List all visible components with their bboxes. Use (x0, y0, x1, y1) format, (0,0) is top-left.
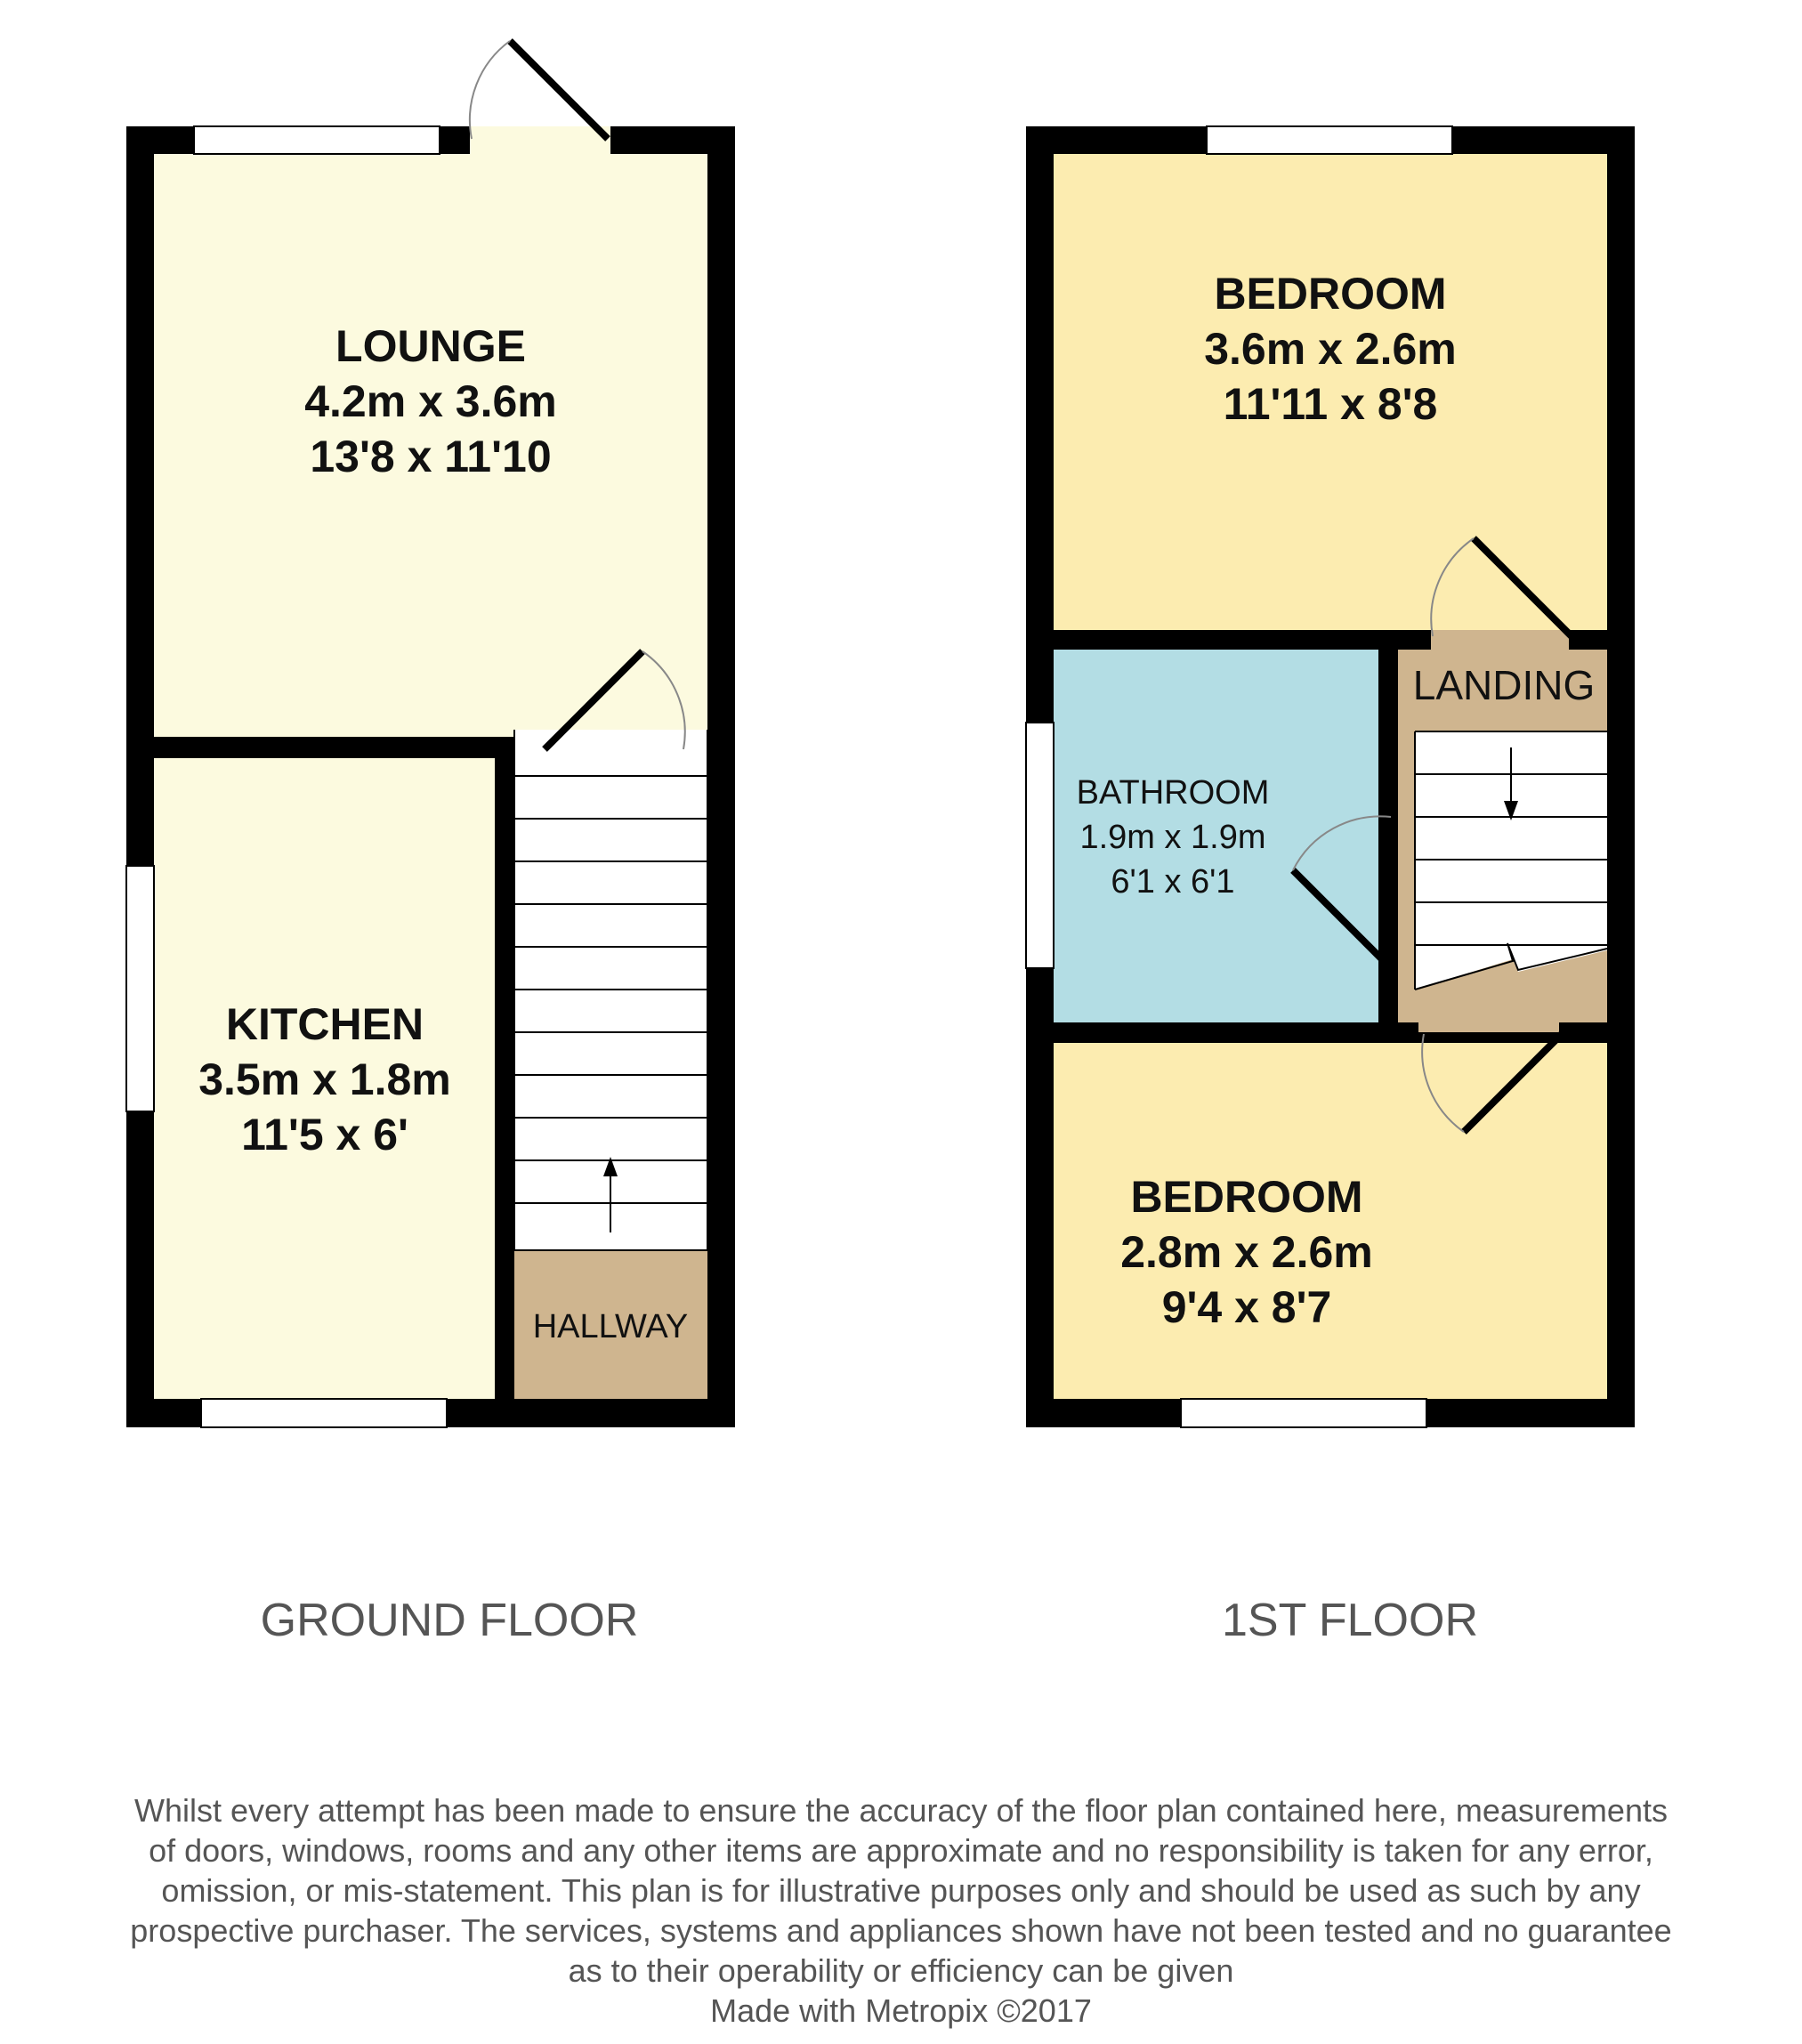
bathroom-metric: 1.9m x 1.9m (1079, 819, 1266, 856)
landing-bedroom-2-wall (1559, 1022, 1634, 1043)
bedroom-1-imperial: 11'11 x 8'8 (1223, 379, 1438, 429)
first-floor-plan (1026, 126, 1635, 1646)
hallway-name: HALLWAY (532, 1308, 689, 1345)
lounge-kitchen-wall (154, 737, 514, 758)
disclaimer-line: as to their operability or efficiency can be given (568, 1952, 1234, 1989)
disclaimer (53, 1790, 1749, 2031)
kitchen-metric: 3.5m x 1.8m (198, 1054, 451, 1104)
credit: Made with Metropix ©2017 (710, 1992, 1092, 2029)
kitchen-bottom-window (201, 1399, 447, 1427)
lounge-window (194, 126, 440, 154)
bathroom-window (1026, 723, 1054, 968)
bedroom-2-metric: 2.8m x 2.6m (1120, 1227, 1373, 1277)
kitchen-imperial: 11'5 x 6' (241, 1110, 408, 1159)
kitchen-side-window (126, 866, 154, 1111)
disclaimer-line: Whilst every attempt has been made to ensure the accuracy of the floor plan contained here, measurements (134, 1792, 1668, 1829)
lounge-door-opening (470, 126, 610, 154)
landing-name: LANDING (1412, 662, 1596, 708)
bathroom-name: BATHROOM (1076, 774, 1270, 812)
first-floor-label: 1ST FLOOR (1221, 1595, 1479, 1646)
bedroom-2-window (1181, 1399, 1426, 1427)
lounge-imperial: 13'8 x 11'10 (310, 432, 552, 481)
bedroom-1-name: BEDROOM (1214, 269, 1447, 319)
bedroom-1-window (1207, 126, 1452, 154)
bath-landing-wall (1378, 630, 1398, 817)
kitchen-name: KITCHEN (225, 999, 424, 1049)
disclaimer-line: omission, or mis-statement. This plan is for illustrative purposes only and should be used as such by any (161, 1872, 1641, 1909)
disclaimer-line: prospective purchaser. The services, systems and appliances shown have not been tested and no guarantee (130, 1912, 1672, 1949)
bedroom-2-imperial: 9'4 x 8'7 (1161, 1282, 1332, 1332)
landing-door-opening (1431, 630, 1569, 650)
bedroom-2-name: BEDROOM (1130, 1172, 1363, 1222)
ground-floor-plan (126, 41, 735, 1646)
lounge-metric: 4.2m x 3.6m (304, 376, 557, 426)
lounge-door-swing (470, 41, 608, 139)
ground-floor-label: GROUND FLOOR (260, 1595, 639, 1646)
bedroom-1-metric: 3.6m x 2.6m (1204, 324, 1457, 374)
lounge-name: LOUNGE (335, 321, 526, 371)
bathroom-imperial: 6'1 x 6'1 (1111, 863, 1235, 901)
kitchen-stair-wall (495, 737, 514, 1399)
landing-wall-right (1569, 630, 1607, 650)
bath-bedroom-2-wall (1054, 1022, 1418, 1043)
disclaimer-line: of doors, windows, rooms and any other items are approximate and no responsibility is taken for any error, (149, 1832, 1653, 1869)
